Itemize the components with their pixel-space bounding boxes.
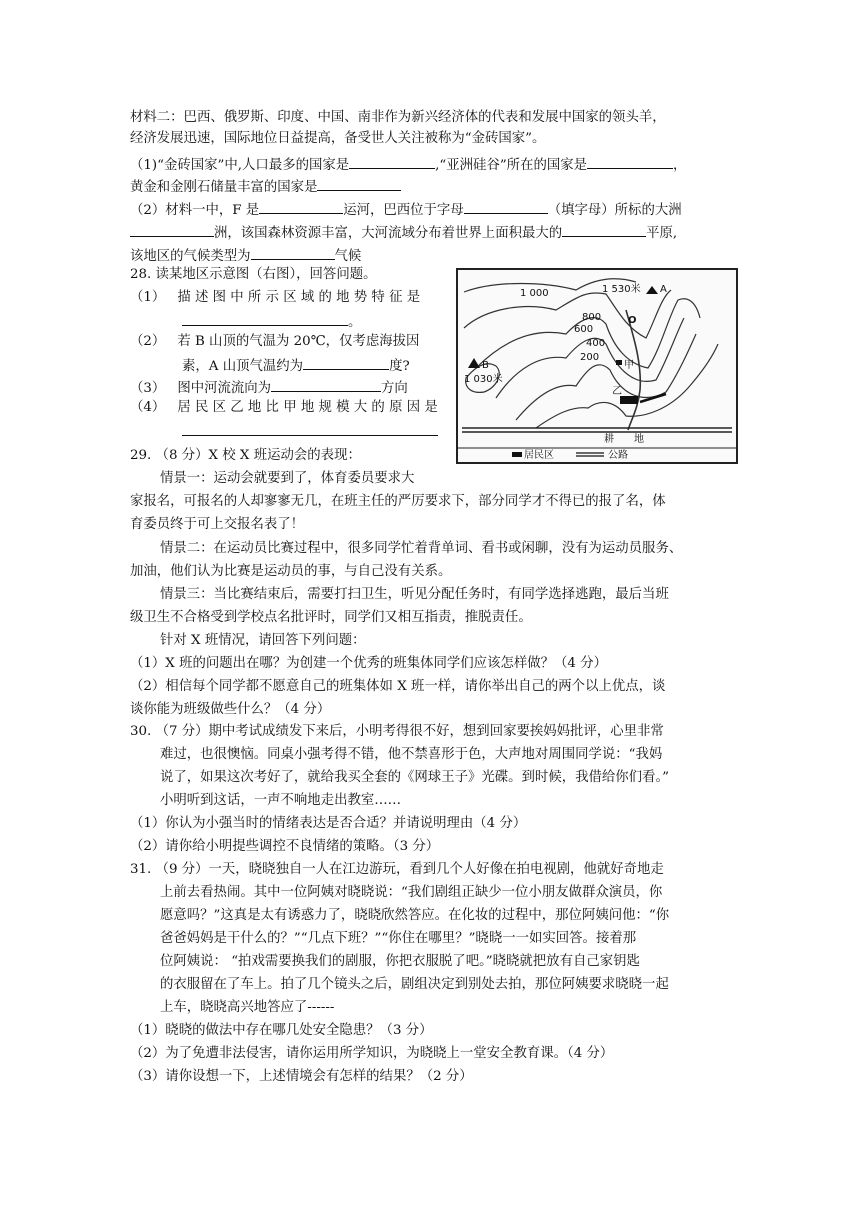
settlement-jia <box>616 360 622 365</box>
q28-s1-text: 描 述 图 中 所 示 区 域 的 地 势 特 征 是 <box>177 290 421 305</box>
region-contour-map <box>456 268 738 464</box>
q30-line4: 小明听到这话，一声不响地走出教室…… <box>160 793 402 808</box>
q1-line2 <box>130 176 401 197</box>
q2-line3 <box>130 245 361 266</box>
q28-s3 <box>130 377 408 398</box>
q28-s1-num: （1） <box>130 290 166 305</box>
q2-blank-letter[interactable] <box>464 199 548 214</box>
q31-line6: 的衣服留在了车上。拍了几个镜头之后，剧组决定到别处去拍，那位阿姨要求晓晓一起 <box>160 977 669 992</box>
q2-blank-climate[interactable] <box>251 245 335 260</box>
q28-s4 <box>130 399 438 417</box>
q28-s3-text-b: 方向 <box>381 381 408 396</box>
label-peak-b: 1 030米 <box>464 374 503 385</box>
q28-s3-text-a: 图中河流流向为 <box>177 381 272 396</box>
q28-s3-num: （3） <box>130 381 166 396</box>
label-legend-road: 公路 <box>608 450 628 461</box>
label-farmland: 耕 地 <box>604 434 644 445</box>
label-legend-residential: 居民区 <box>524 450 554 461</box>
q28-s2-text-b: 素，A 山顶气温约为 <box>182 359 304 374</box>
q28-s2-text-c: 度? <box>389 359 410 374</box>
q30-line1: 30. （7 分）期中考试成绩发下来后，小明考得很不好，想到回家要挨妈妈批评，心里非常 <box>130 724 664 739</box>
q31-line7: 上车，晓晓高兴地答应了------ <box>160 1000 335 1015</box>
q29-scene1-c: 育委员终于可上交报名表了！ <box>130 517 305 532</box>
label-600: 600 <box>574 324 594 335</box>
q28-s4-text: 居 民 区 乙 地 比 甲 地 规 模 大 的 原 因 是 <box>177 400 438 415</box>
q29-question-2b: 谈你能为班级做些什么？（4 分） <box>130 702 331 717</box>
label-200: 200 <box>580 352 600 363</box>
label-800: 800 <box>582 312 602 323</box>
q29-prompt: 针对 X 班情况，请回答下列问题： <box>160 633 366 648</box>
q29-scene2-a: 情景二：在运动员比赛过程中，很多同学忙着背单词、看书或闲聊，没有为运动员服务、 <box>160 541 683 556</box>
q28-title: 28. 读某地区示意图（右图），回答问题。 <box>130 267 377 282</box>
q29-scene2-b: 加油，他们认为比赛是运动员的事，与自己没有关系。 <box>130 564 452 579</box>
map-frame <box>457 269 737 463</box>
q28-s4-num: （4） <box>130 400 166 415</box>
q28-s4-answer <box>182 421 438 442</box>
q28-s2-text-a: 若 B 山顶的气温为 20℃，仅考虑海拔因 <box>177 334 420 349</box>
q2-text-b: 运河，巴西位于字母 <box>343 203 464 218</box>
q29-scene1-b: 家报名，可报名的人却寥寥无几，在班主任的严厉要求下，部分同学才不得已的报了名，体 <box>130 494 666 509</box>
q2-line2 <box>130 222 677 243</box>
q28-s3-blank[interactable] <box>271 377 381 392</box>
q2-line1 <box>130 199 682 220</box>
q29-question-2a: （2）相信每个同学都不愿意自己的班集体如 X 班一样，请你举出自己的两个以上优点，谈 <box>130 679 666 694</box>
label-jia: 甲 <box>624 360 634 371</box>
q29-question-1: （1）X 班的问题出在哪？为创建一个优秀的班集体同学们应该怎样做？（4 分） <box>130 656 607 671</box>
q1-blank-gold-diamond[interactable] <box>317 176 401 191</box>
q1-line1 <box>130 154 686 175</box>
q1-blank-silicon-valley[interactable] <box>587 154 673 169</box>
q29-scene3-a: 情景三：当比赛结束后，需要打扫卫生，听见分配任务时，有同学选择逃跑，最后当班 <box>160 587 669 602</box>
q31-line1: 31. （9 分）一天，晓晓独自一人在江边游玩，看到几个人好像在拍电视剧，他就好奇地走 <box>130 862 664 877</box>
q2-text-g: 气候 <box>334 249 362 264</box>
q29-scene3-b: 级卫生不合格受到学校点名批评时，同学们又相互指责，推脱责任。 <box>130 610 532 625</box>
legend-residential-swatch <box>512 452 522 457</box>
q2-blank-continent[interactable] <box>130 222 214 237</box>
q28-s1 <box>130 289 420 307</box>
label-peak-a: 1 530米 <box>602 284 641 295</box>
q28-s1-answer <box>182 311 361 332</box>
q1-text-d: 黄金和金刚石储量丰富的国家是 <box>130 180 318 195</box>
q30-question-1: （1）你认为小强当时的情绪表达是否合适？并请说明理由（4 分） <box>130 816 527 831</box>
label-1000: 1 000 <box>520 288 549 299</box>
q2-blank-canal[interactable] <box>259 199 343 214</box>
settlement-yi <box>620 396 638 404</box>
q30-question-2: （2）请你给小明提些调控不良情绪的策略。（3 分） <box>130 839 440 854</box>
q2-text-f: 该地区的气候类型为 <box>130 249 251 264</box>
q31-question-3: （3）请你设想一下，上述情境会有怎样的结果？（2 分） <box>130 1069 473 1084</box>
material2-line2: 经济发展迅速，国际地位日益提高，备受世人关注被称为“金砖国家”。 <box>130 131 546 146</box>
q2-text-c: （填字母）所标的大洲 <box>547 203 682 218</box>
q29-title: 29. （8 分）X 校 X 班运动会的表现： <box>130 448 361 463</box>
q28-s4-blank[interactable] <box>182 421 438 436</box>
q31-line5: 位阿姨说： “拍戏需要换我们的剧服，你把衣服脱了吧。”晓晓就把放有自己家钥匙 <box>160 954 640 969</box>
q31-line3: 愿意吗？”这真是太有诱惑力了，晓晓欣然答应。在化妆的过程中，那位阿姨问他：“你 <box>160 908 670 923</box>
q28-s1-blank[interactable] <box>182 311 348 326</box>
q28-s2 <box>130 333 419 351</box>
label-yi: 乙 <box>612 386 622 397</box>
material2-line1: 材料二：巴西、俄罗斯、印度、中国、南非作为新兴经济体的代表和发展中国家的领头羊， <box>130 110 666 125</box>
label-a: A <box>660 284 667 295</box>
q2-text-e: 平原, <box>646 226 678 241</box>
q1-text-a: （1)“金砖国家”中,人口最多的国家是 <box>130 158 350 173</box>
q30-line3: 说了，如果这次考好了，就给我买全套的《网球王子》光碟。到时候，我借给你们看。” <box>160 770 669 785</box>
q28-s1-end: 。 <box>348 315 362 330</box>
q2-text-a: （2）材料一中，F 是 <box>130 203 260 218</box>
q1-text-b: ,“亚洲硅谷”所在的国家是 <box>435 158 588 173</box>
q2-blank-plain[interactable] <box>562 222 646 237</box>
q28-s2-cont <box>182 355 410 376</box>
q28-s2-num: （2） <box>130 334 166 349</box>
q1-blank-most-populous[interactable] <box>349 154 435 169</box>
q31-question-1: （1）晓晓的做法中存在哪几处安全隐患？（3 分） <box>130 1023 433 1038</box>
q31-question-2: （2）为了免遭非法侵害，请你运用所学知识，为晓晓上一堂安全教育课。（4 分） <box>130 1046 614 1061</box>
q30-line2: 难过，也很懊恼。同桌小强考得不错，他不禁喜形于色，大声地对周围同学说：“我妈 <box>160 747 663 762</box>
q28-s2-blank[interactable] <box>303 355 389 370</box>
q2-text-d: 洲，该国森林资源丰富，大河流域分布着世界上面积最大的 <box>214 226 563 241</box>
q31-line2: 上前去看热闹。其中一位阿姨对晓晓说：“我们剧组正缺少一位小朋友做群众演员，你 <box>160 885 663 900</box>
label-400: 400 <box>586 338 606 349</box>
q29-scene1-a: 情景一：运动会就要到了，体育委员要求大 <box>160 471 415 486</box>
label-b: B <box>482 360 489 371</box>
q1-text-c: ， <box>673 158 687 173</box>
label-o: O <box>628 315 637 326</box>
q31-line4: 爸爸妈妈是干什么的？”“几点下班？”“你住在哪里？”晓晓一一如实回答。接着那 <box>160 931 637 946</box>
